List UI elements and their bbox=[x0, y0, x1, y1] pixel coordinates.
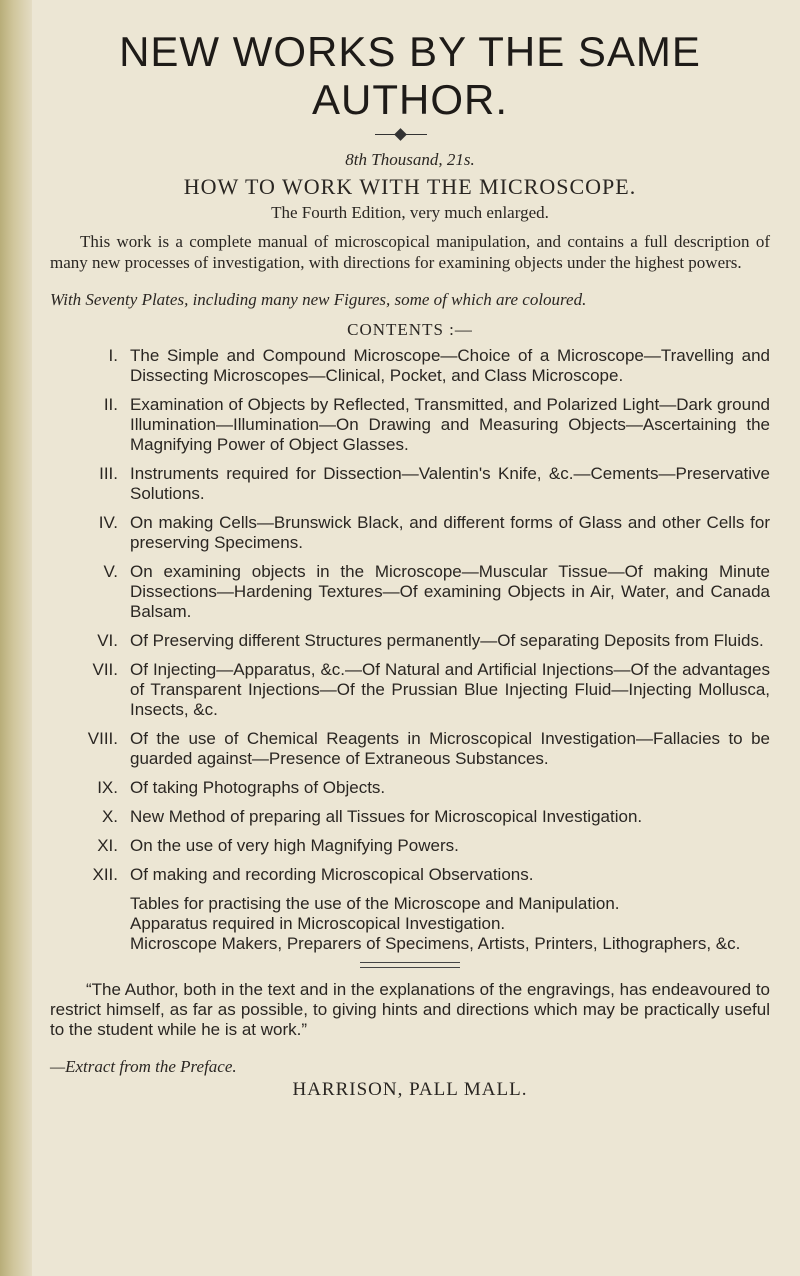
contents-number: XI. bbox=[97, 836, 118, 855]
contents-text: Instruments required for Dissection—Valentin's Knife, &c.—Cements—Preservative Solutions. bbox=[130, 464, 770, 503]
contents-text: Of Preserving different Structures permanently—Of separating Deposits from Fluids. bbox=[130, 631, 764, 650]
contents-number: X. bbox=[101, 807, 118, 826]
contents-item bbox=[50, 729, 770, 769]
book-title: HOW TO WORK WITH THE MICROSCOPE. bbox=[183, 174, 637, 199]
contents-number: VII. bbox=[92, 660, 118, 679]
contents-text: New Method of preparing all Tissues for Microscopical Investigation. bbox=[130, 807, 643, 826]
plates-note: With Seventy Plates, including many new Figures, some of which are coloured. bbox=[50, 290, 587, 309]
contents-item bbox=[50, 346, 770, 386]
contents-text: Examination of Objects by Reflected, Transmitted, and Polarized Light—Dark ground Illumination—Illumination—On Drawing and Measuring Objects—Ascertaining the Magnifying Power of Object Glasses. bbox=[130, 395, 770, 454]
contents-number: XII. bbox=[92, 865, 118, 884]
contents-number: I. bbox=[108, 346, 118, 365]
contents-number: V. bbox=[103, 562, 118, 581]
contents-item bbox=[50, 631, 770, 651]
contents-item bbox=[50, 464, 770, 504]
book-subtitle: The Fourth Edition, very much enlarged. bbox=[271, 203, 549, 222]
contents-text: On the use of very high Magnifying Powers. bbox=[130, 836, 459, 855]
contents-item bbox=[50, 395, 770, 455]
contents-text: Of taking Photographs of Objects. bbox=[130, 778, 386, 797]
tables-item: Microscope Makers, Preparers of Specimens, Artists, Printers, Lithographers, &c. bbox=[130, 934, 741, 953]
edition-note: 8th Thousand, 21s. bbox=[345, 150, 475, 169]
contents-item bbox=[50, 807, 770, 827]
contents-number: IX. bbox=[97, 778, 118, 797]
book-description: This work is a complete manual of microscopical manipulation, and contains a full description of many new processes of investigation, with directions for examining objects under the highest powers. bbox=[50, 232, 770, 272]
contents-text: On examining objects in the Microscope—Muscular Tissue—Of making Minute Dissections—Hardening Textures—Of examining Objects in Air, Water, and Canada Balsam. bbox=[130, 562, 770, 621]
preface-quote: “The Author, both in the text and in the explanations of the engravings, has endeavoured to restrict himself, as far as possible, to giving hints and directions which may be practically useful to the student while he is at work.” bbox=[50, 980, 770, 1039]
contents-item bbox=[50, 865, 770, 885]
ornament-divider bbox=[50, 124, 770, 146]
quote-source: —Extract from the Preface. bbox=[50, 1057, 237, 1076]
contents-text: On making Cells—Brunswick Black, and different forms of Glass and other Cells for preserving Specimens. bbox=[130, 513, 770, 552]
contents-text: Of making and recording Microscopical Observations. bbox=[130, 865, 534, 884]
contents-item bbox=[50, 778, 770, 798]
contents-text: Of Injecting—Apparatus, &c.—Of Natural and Artificial Injections—Of the advantages of Transparent Injections—Of the Prussian Blue Injecting Fluid—Injecting Mollusca, Insects, &c. bbox=[130, 660, 770, 719]
tables-item: Apparatus required in Microscopical Investigation. bbox=[130, 914, 506, 933]
contents-number: VI. bbox=[97, 631, 118, 650]
publisher: HARRISON, PALL MALL. bbox=[292, 1079, 528, 1100]
contents-number: III. bbox=[99, 464, 118, 483]
contents-item bbox=[50, 562, 770, 622]
contents-heading: CONTENTS :— bbox=[347, 320, 473, 339]
page-spine bbox=[0, 0, 32, 1276]
contents-item bbox=[50, 660, 770, 720]
contents-number: IV. bbox=[98, 513, 118, 532]
contents-item bbox=[50, 836, 770, 856]
contents-number: II. bbox=[103, 395, 118, 414]
tables-item: Tables for practising the use of the Microscope and Manipulation. bbox=[130, 894, 620, 913]
contents-item bbox=[50, 513, 770, 553]
tables-list bbox=[130, 894, 770, 954]
contents-text: The Simple and Compound Microscope—Choice of a Microscope—Travelling and Dissecting Microscopes—Clinical, Pocket, and Class Microscope. bbox=[130, 346, 770, 385]
double-rule-divider bbox=[360, 962, 460, 968]
page-heading: NEW WORKS BY THE SAME AUTHOR. bbox=[119, 28, 701, 123]
page bbox=[50, 28, 770, 1101]
contents-number: VIII. bbox=[87, 729, 118, 748]
contents-list bbox=[50, 346, 770, 885]
contents-text: Of the use of Chemical Reagents in Microscopical Investigation—Fallacies to be guarded against—Presence of Extraneous Substances. bbox=[130, 729, 770, 768]
